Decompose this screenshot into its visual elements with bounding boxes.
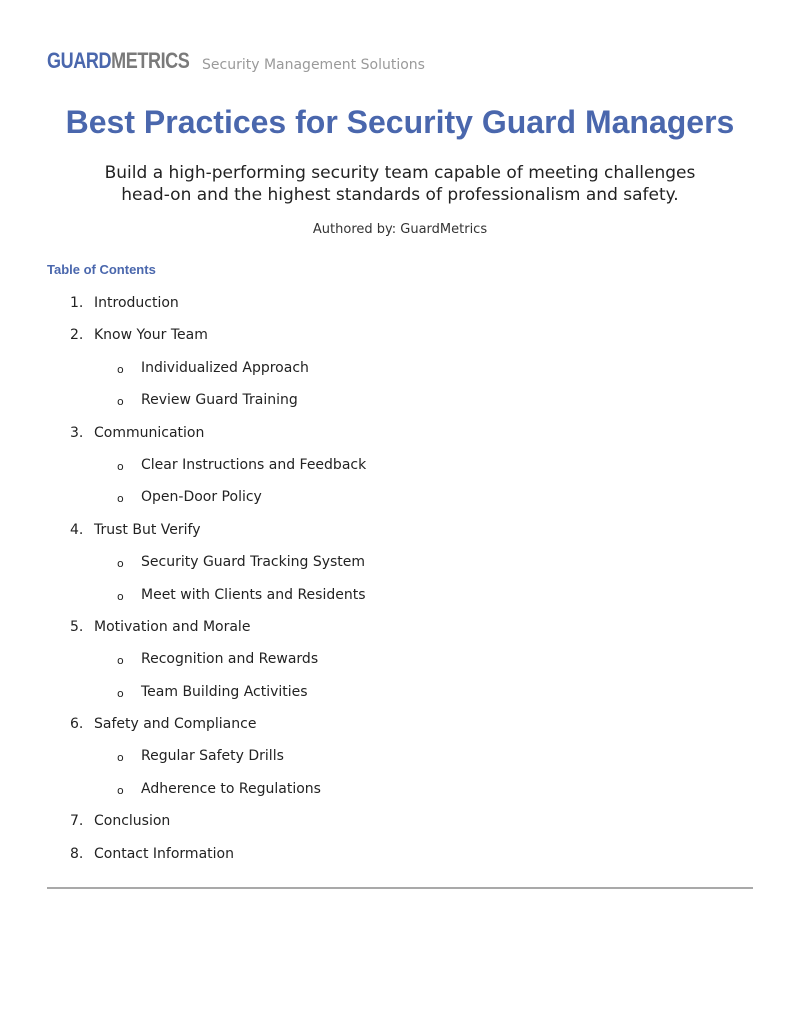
toc-subitem <box>0 584 800 616</box>
toc-subitem-label: Meet with Clients and Residents <box>141 586 366 603</box>
toc-item-label: Conclusion <box>94 813 171 830</box>
toc-subitem <box>0 389 800 421</box>
toc-subitem <box>0 745 800 777</box>
header-tagline: Security Management Solutions <box>202 57 425 73</box>
circle-bullet-icon: o <box>117 395 124 409</box>
logo-metrics-text: METRICS <box>111 48 190 73</box>
document-title: Best Practices for Security Guard Managers <box>65 104 735 140</box>
toc-item-label: Introduction <box>94 295 179 311</box>
document-subtitle <box>60 162 740 206</box>
toc-subitem <box>0 778 800 810</box>
circle-bullet-icon: o <box>117 751 124 765</box>
toc-subitem-label: Review Guard Training <box>141 392 298 409</box>
toc-item-label: Motivation and Morale <box>94 618 251 635</box>
toc-item-label: Know Your Team <box>94 327 208 344</box>
toc-item <box>0 324 800 356</box>
header <box>47 48 425 76</box>
toc-item <box>0 292 800 324</box>
toc-item-number: 5. <box>70 618 84 635</box>
toc-item-number: 2. <box>70 327 84 344</box>
toc-item <box>0 519 800 551</box>
toc-item <box>0 616 800 648</box>
toc-heading: Table of Contents <box>47 262 156 277</box>
toc-subitem <box>0 357 800 389</box>
toc-subitem <box>0 681 800 713</box>
toc-item <box>0 422 800 454</box>
circle-bullet-icon: o <box>117 783 124 797</box>
toc-item-number: 1. <box>70 295 84 311</box>
toc-item-number: 6. <box>70 716 84 733</box>
toc-item-label: Communication <box>94 424 205 441</box>
logo-guard-text: GUARD <box>47 48 112 73</box>
toc-item-label: Trust But Verify <box>94 521 201 538</box>
toc-item-label: Contact Information <box>94 845 234 862</box>
author-line: Authored by: GuardMetrics <box>312 222 488 237</box>
circle-bullet-icon: o <box>117 654 124 668</box>
toc-subitem-label: Team Building Activities <box>141 683 308 700</box>
toc-item-label: Safety and Compliance <box>94 716 257 733</box>
subtitle-line-1: Build a high-performing security team capable of meeting challenges <box>104 163 696 183</box>
circle-bullet-icon: o <box>117 557 124 571</box>
toc-item-number: 8. <box>70 845 84 862</box>
circle-bullet-icon: o <box>117 459 124 473</box>
toc-item <box>0 843 800 875</box>
toc-subitem-label: Clear Instructions and Feedback <box>141 456 367 473</box>
toc-subitem <box>0 551 800 583</box>
toc-subitem-label: Regular Safety Drills <box>141 748 284 765</box>
toc-item-number: 7. <box>70 813 84 830</box>
toc-subitem-label: Recognition and Rewards <box>141 651 319 668</box>
toc-item <box>0 810 800 842</box>
table-of-contents <box>0 292 800 875</box>
toc-subitem <box>0 454 800 486</box>
toc-item <box>0 713 800 745</box>
toc-subitem-label: Individualized Approach <box>141 359 309 376</box>
circle-bullet-icon: o <box>117 362 124 376</box>
toc-subitem <box>0 486 800 518</box>
toc-subitem-label: Security Guard Tracking System <box>141 554 366 571</box>
toc-subitem-label: Open-Door Policy <box>141 489 262 506</box>
toc-subitem-label: Adherence to Regulations <box>141 780 321 797</box>
toc-item-number: 4. <box>70 521 84 538</box>
toc-subitem <box>0 648 800 680</box>
toc-item-number: 3. <box>70 424 84 441</box>
circle-bullet-icon: o <box>117 589 124 603</box>
circle-bullet-icon: o <box>117 686 124 700</box>
circle-bullet-icon: o <box>117 492 124 506</box>
subtitle-line-2: head-on and the highest standards of professionalism and safety. <box>121 185 679 205</box>
horizontal-divider <box>47 887 753 889</box>
guardmetrics-logo <box>47 48 189 74</box>
